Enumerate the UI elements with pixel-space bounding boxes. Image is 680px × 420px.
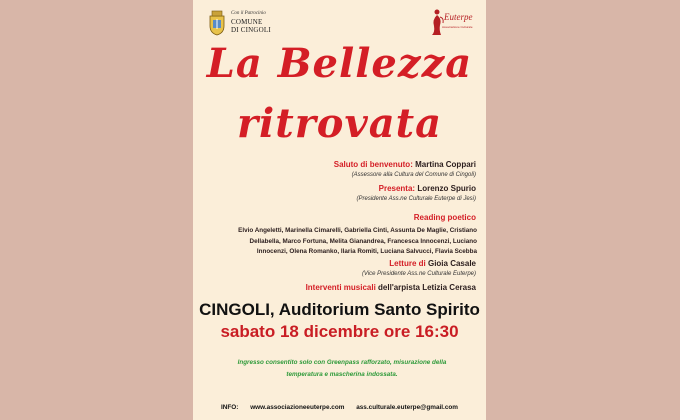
euterpe-logo [429, 6, 481, 40]
saluto-label: Saluto di benvenuto: [333, 160, 413, 169]
readers-line1: Elvio Angeletti, Marinella Cimarelli, Gabriella Cinti, Assunta De Maglie, Cristiano [238, 227, 477, 234]
presenta-name: Lorenzo Spurio [417, 184, 476, 193]
presenta-line [379, 184, 476, 193]
reading-line [414, 213, 476, 222]
letture-label: Letture di [389, 259, 426, 268]
letture-name: Gioia Casale [427, 259, 476, 268]
comune-logo [207, 8, 317, 38]
info-line [193, 404, 486, 411]
saluto-line [334, 160, 476, 169]
event-place: CINGOLI, Auditorium Santo Spirito [199, 300, 480, 319]
readers-line2: Dellabella, Marco Fortuna, Melita Gianandrea, Francesca Innocenzi, Luciano [249, 237, 477, 245]
reading-label: Reading poetico [413, 213, 476, 222]
email-link[interactable]: ass.culturale.euterpe@gmail.com [356, 404, 458, 411]
saluto-name: Martina Coppari [415, 160, 476, 169]
event-date: sabato 18 dicembre ore 16:30 [220, 322, 459, 341]
readers-line3: Innocenzi, Olena Romanko, Ilaria Romiti, Luciana Salvucci, Flavia Scebba [256, 248, 477, 255]
presenta-role: (Presidente Ass.ne Culturale Euterpe di Jesi) [356, 196, 476, 202]
letture-line [389, 259, 476, 268]
greenpass-notice [217, 357, 467, 381]
event-poster [193, 0, 486, 420]
comune-line1: COMUNE [231, 18, 263, 26]
notice-line2: temperatura e mascherina indossata. [286, 371, 398, 378]
notice-line1: Ingresso consentito solo con Greenpass rafforzato, misurazione della [237, 359, 447, 366]
info-label: INFO: [221, 404, 239, 411]
patrocinio-text: Con il Patrocinio [231, 11, 266, 16]
comune-line2: DI CINGOLI [231, 26, 271, 34]
readers-list [202, 226, 477, 258]
muse-figure-icon [429, 8, 445, 36]
title-line2: ritrovata [236, 100, 443, 147]
comune-name [231, 18, 271, 34]
presenta-label: Presenta: [378, 184, 416, 193]
musica-text: dell'arpista Letizia Cerasa [378, 283, 476, 292]
title-line1: La Bellezza [206, 40, 473, 87]
coat-of-arms-icon [207, 10, 227, 36]
website-link[interactable]: www.associazioneeuterpe.com [250, 404, 345, 411]
saluto-role: (Assessore alla Cultura del Comune di Cingoli) [351, 172, 476, 178]
musica-line [306, 283, 476, 292]
euterpe-name: Euterpe [444, 12, 473, 22]
euterpe-subtitle: Associazione Culturale [442, 25, 473, 29]
letture-role: (Vice Presidente Ass.ne Culturale Euterpe) [361, 271, 476, 277]
musica-label: Interventi musicali [305, 283, 376, 292]
